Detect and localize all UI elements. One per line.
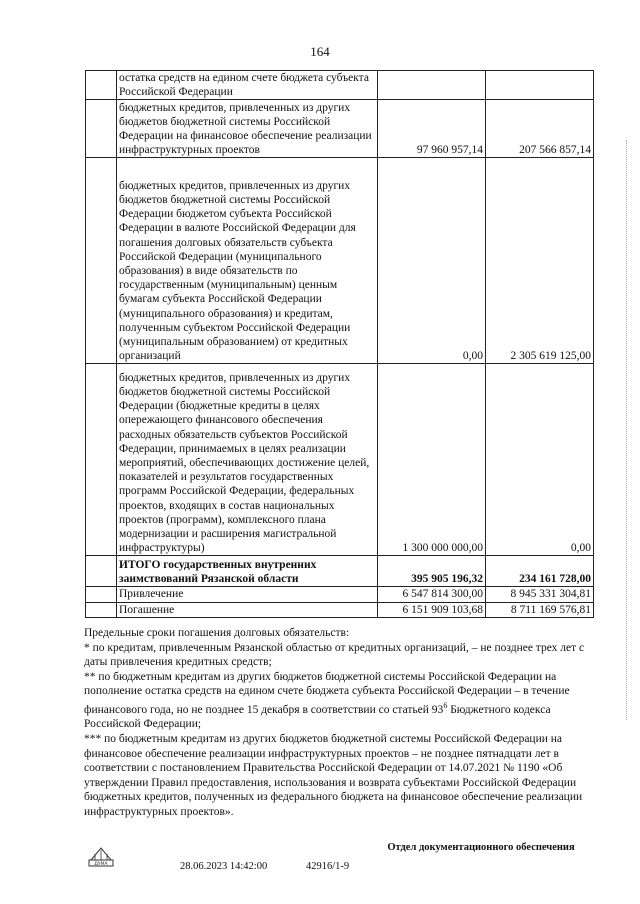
- footnote-2-text: ** по бюджетным кредитам из других бюджетов бюджетной системы Российской Федерации на пополнение остатка средств на едином счете бюджета субъекта Российской Федерации – в течение финансового года, но не позднее 15 декабря в соответствии со статьей 93: [84, 670, 570, 716]
- footnote-2-text-end: Бюджетного кодекса Российской Федерации;: [84, 703, 551, 731]
- repayment-row: [86, 602, 594, 617]
- total-2023-value: 395 905 196,32: [378, 556, 486, 587]
- attraction-label: Привлечение: [117, 587, 378, 602]
- repayment-label: Погашение: [117, 602, 378, 617]
- table-row: [86, 71, 594, 100]
- value-2023-cell: 1 300 000 000,00: [378, 364, 486, 556]
- attraction-2023-value: 6 547 814 300,00: [378, 587, 486, 602]
- row-number-cell: [86, 100, 117, 158]
- repayment-2024-value: 8 711 169 576,81: [486, 602, 594, 617]
- footnote-1: * по кредитам, привлеченным Рязанской областью от кредитных организаций, – не позднее трех лет с даты привлечения кредитных средств;: [84, 641, 585, 669]
- value-2024-cell: 2 305 619 125,00: [486, 158, 594, 364]
- row-number-cell: [86, 556, 117, 587]
- value-2023-cell: [378, 71, 486, 100]
- row-number-cell: [86, 71, 117, 100]
- value-2024-cell: 0,00: [486, 364, 594, 556]
- row-number-cell: [86, 158, 117, 364]
- row-number-cell: [86, 587, 117, 602]
- footnote-2-superscript: 6: [443, 700, 448, 710]
- table-row: [86, 158, 594, 364]
- value-2023-cell: 97 960 957,14: [378, 100, 486, 158]
- value-2023-cell: 0,00: [378, 158, 486, 364]
- row-name-cell: бюджетных кредитов, привлеченных из других бюджетов бюджетной системы Российской Федерации на финансовое обеспечение реализации инфраструктурных проектов: [117, 100, 378, 158]
- footnote-2: [84, 670, 604, 732]
- row-name-cell: бюджетных кредитов, привлеченных из других бюджетов бюджетной системы Российской Федерации бюджетом субъекта Российской Федерации в валюте Российской Федерации для погашения долговых обязательств субъекта Российской Федерации (муниципального образования) в виде обязательств по государственным (муниципальным) ценным бумагам субъекта Российской Федерации (муниципального образования) и кредитам, полученным субъектом Российской Федерации (муниципальным образованием) от кредитных организаций: [117, 158, 378, 364]
- footnote-3: *** по бюджетным кредитам из других бюджетов бюджетной системы Российской Федерации на финансовое обеспечение реализации инфраструктурных проектов – не позднее пятнадцати лет в соответствии с постановлением Правительства Российской Федерации от 14.07.2021 № 1190 «Об утверждении Правил предоставления, использования и возврата субъектами Российской Федерации бюджетных кредитов, полученных из федерального бюджета на финансовое обеспечение реализации инфраструктурных проектов».: [84, 732, 583, 818]
- total-row: [86, 556, 594, 587]
- row-number-cell: [86, 602, 117, 617]
- row-name-cell: бюджетных кредитов, привлеченных из других бюджетов бюджетной системы Российской Федерации (бюджетные кредиты в целях опережающего финансового обеспечения расходных обязательств субъектов Российской Федерации, принимаемых в целях реализации мероприятий, обеспечивающих достижение целей, показателей и результатов государственных программ Российской Федерации, федеральных проектов, входящих в состав национальных проектов (программ), комплексного плана модернизации и расширения магистральной инфраструктуры): [117, 364, 378, 556]
- total-2024-value: 234 161 728,00: [486, 556, 594, 587]
- footer-department: Отдел документационного обеспечения: [387, 842, 575, 853]
- stamp-text: ДУМА: [94, 862, 108, 867]
- page-margin-mark: [626, 140, 635, 720]
- table-row: [86, 100, 594, 158]
- attraction-2024-value: 8 945 331 304,81: [486, 587, 594, 602]
- page-number: 164: [310, 44, 330, 59]
- row-name-cell: остатка средств на едином счете бюджета субъекта Российской Федерации: [117, 71, 378, 100]
- duma-emblem-icon: [86, 842, 116, 870]
- footer-timestamp: 28.06.2023 14:42:00: [180, 861, 268, 872]
- repayment-2023-value: 6 151 909 103,68: [378, 602, 486, 617]
- notes-heading: Предельные сроки погашения долговых обязательств:: [84, 627, 350, 639]
- row-number-cell: [86, 364, 117, 556]
- footnotes-block: [84, 626, 604, 820]
- footer-document-code: 42916/1-9: [306, 861, 350, 872]
- table-row: [86, 364, 594, 556]
- value-2024-cell: 207 566 857,14: [486, 100, 594, 158]
- borrowing-table: [85, 70, 594, 618]
- total-label: ИТОГО государственных внутренних заимствований Рязанской области: [117, 556, 378, 587]
- attraction-row: [86, 587, 594, 602]
- value-2024-cell: [486, 71, 594, 100]
